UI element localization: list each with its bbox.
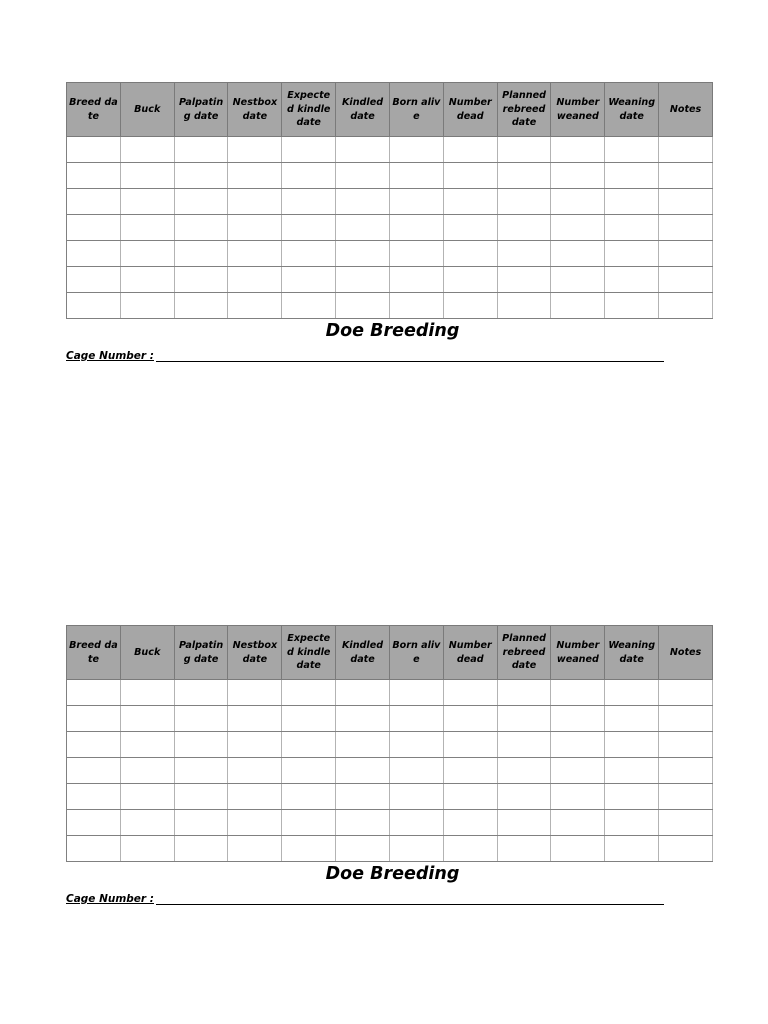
- column-header: [282, 83, 336, 137]
- column-header-label: Kindled date: [342, 640, 384, 665]
- table-cell[interactable]: [120, 784, 174, 810]
- table-cell[interactable]: [228, 810, 282, 836]
- table-cell[interactable]: [443, 758, 497, 784]
- table-cell[interactable]: [551, 706, 605, 732]
- table-cell[interactable]: [282, 706, 336, 732]
- column-header: [120, 626, 174, 680]
- table-row: [67, 810, 713, 836]
- table-cell[interactable]: [228, 267, 282, 293]
- table-cell[interactable]: [336, 241, 390, 267]
- table-cell[interactable]: [659, 706, 713, 732]
- table-cell[interactable]: [443, 215, 497, 241]
- table-cell[interactable]: [67, 215, 121, 241]
- table-cell[interactable]: [551, 267, 605, 293]
- table-cell[interactable]: [336, 732, 390, 758]
- table-cell[interactable]: [228, 680, 282, 706]
- column-header-label: Nestbox date: [232, 97, 278, 122]
- table-cell[interactable]: [282, 784, 336, 810]
- table-cell[interactable]: [336, 293, 390, 319]
- table-cell[interactable]: [174, 836, 228, 862]
- column-header: [174, 626, 228, 680]
- table-cell[interactable]: [336, 706, 390, 732]
- table-cell[interactable]: [443, 784, 497, 810]
- cage-number-label: Cage Number :: [66, 893, 154, 905]
- table-cell[interactable]: [120, 189, 174, 215]
- table-cell[interactable]: [389, 137, 443, 163]
- table-cell[interactable]: [443, 241, 497, 267]
- column-header: [659, 626, 713, 680]
- table-cell[interactable]: [389, 758, 443, 784]
- table-cell[interactable]: [336, 137, 390, 163]
- table-cell[interactable]: [497, 784, 551, 810]
- table-cell[interactable]: [120, 836, 174, 862]
- breeding-log-table: [66, 82, 713, 319]
- column-header-label: Buck: [134, 646, 161, 658]
- table-cell[interactable]: [120, 758, 174, 784]
- table-cell[interactable]: [605, 784, 659, 810]
- table-cell[interactable]: [228, 758, 282, 784]
- table-cell[interactable]: [443, 189, 497, 215]
- table-cell[interactable]: [605, 163, 659, 189]
- table-cell[interactable]: [120, 137, 174, 163]
- table-cell[interactable]: [389, 189, 443, 215]
- column-header-label: Born alive: [392, 640, 441, 665]
- table-cell[interactable]: [336, 189, 390, 215]
- sheet-title: Doe Breeding: [325, 321, 460, 341]
- table-cell[interactable]: [174, 137, 228, 163]
- column-header: [228, 626, 282, 680]
- table-cell[interactable]: [336, 215, 390, 241]
- table-cell[interactable]: [67, 784, 121, 810]
- table-cell[interactable]: [659, 189, 713, 215]
- table-cell[interactable]: [67, 758, 121, 784]
- column-header: [659, 83, 713, 137]
- table-cell[interactable]: [67, 241, 121, 267]
- table-cell[interactable]: [497, 215, 551, 241]
- table-cell[interactable]: [67, 706, 121, 732]
- table-cell[interactable]: [659, 784, 713, 810]
- column-header: [282, 626, 336, 680]
- table-cell[interactable]: [659, 836, 713, 862]
- column-header: [389, 626, 443, 680]
- table-cell[interactable]: [551, 215, 605, 241]
- column-header: [336, 83, 390, 137]
- column-header-label: Planned rebreed date: [502, 633, 546, 672]
- table-cell[interactable]: [228, 732, 282, 758]
- table-cell[interactable]: [605, 215, 659, 241]
- table-cell[interactable]: [282, 189, 336, 215]
- column-header: [497, 626, 551, 680]
- table-cell[interactable]: [605, 810, 659, 836]
- table-cell[interactable]: [551, 758, 605, 784]
- column-header: [551, 83, 605, 137]
- table-cell[interactable]: [551, 163, 605, 189]
- table-cell[interactable]: [443, 137, 497, 163]
- column-header: [67, 626, 121, 680]
- table-cell[interactable]: [282, 680, 336, 706]
- cage-number-blank-line[interactable]: [156, 350, 664, 362]
- table-cell[interactable]: [336, 267, 390, 293]
- table-cell[interactable]: [605, 836, 659, 862]
- column-header-label: Number weaned: [556, 97, 600, 122]
- table-row: [67, 732, 713, 758]
- table-cell[interactable]: [497, 241, 551, 267]
- table-cell[interactable]: [659, 163, 713, 189]
- breeding-sheet-1: [66, 82, 713, 362]
- table-cell[interactable]: [497, 732, 551, 758]
- column-header: [551, 626, 605, 680]
- cage-number-field: [66, 891, 664, 905]
- table-cell[interactable]: [336, 163, 390, 189]
- table-row: [67, 215, 713, 241]
- table-cell[interactable]: [67, 732, 121, 758]
- table-cell[interactable]: [605, 137, 659, 163]
- table-cell[interactable]: [497, 267, 551, 293]
- table-cell[interactable]: [605, 293, 659, 319]
- column-header: [605, 626, 659, 680]
- table-cell[interactable]: [443, 706, 497, 732]
- table-cell[interactable]: [605, 241, 659, 267]
- table-cell[interactable]: [282, 810, 336, 836]
- table-cell[interactable]: [497, 758, 551, 784]
- column-header-label: Weaning date: [608, 97, 656, 122]
- table-cell[interactable]: [174, 163, 228, 189]
- table-row: [67, 189, 713, 215]
- breeding-log-table: [66, 625, 713, 862]
- column-header: [120, 83, 174, 137]
- table-cell[interactable]: [67, 267, 121, 293]
- column-header-label: Palpating date: [178, 640, 224, 665]
- table-row: [67, 137, 713, 163]
- table-cell[interactable]: [443, 267, 497, 293]
- table-cell[interactable]: [659, 267, 713, 293]
- table-cell[interactable]: [282, 758, 336, 784]
- table-cell[interactable]: [443, 732, 497, 758]
- table-cell[interactable]: [174, 732, 228, 758]
- table-cell[interactable]: [551, 241, 605, 267]
- column-header-label: Expected kindle date: [287, 90, 331, 129]
- table-cell[interactable]: [389, 241, 443, 267]
- table-cell[interactable]: [228, 189, 282, 215]
- table-cell[interactable]: [389, 810, 443, 836]
- table-cell[interactable]: [551, 810, 605, 836]
- column-header-label: Notes: [669, 103, 702, 115]
- table-cell[interactable]: [443, 680, 497, 706]
- table-cell[interactable]: [67, 137, 121, 163]
- table-cell[interactable]: [282, 732, 336, 758]
- table-cell[interactable]: [336, 836, 390, 862]
- column-header-label: Nestbox date: [232, 640, 278, 665]
- table-cell[interactable]: [551, 732, 605, 758]
- table-cell[interactable]: [659, 810, 713, 836]
- table-cell[interactable]: [174, 758, 228, 784]
- table-cell[interactable]: [228, 293, 282, 319]
- table-cell[interactable]: [659, 680, 713, 706]
- cage-number-blank-line[interactable]: [156, 893, 664, 905]
- table-cell[interactable]: [174, 784, 228, 810]
- table-cell[interactable]: [67, 293, 121, 319]
- column-header: [228, 83, 282, 137]
- table-cell[interactable]: [228, 836, 282, 862]
- table-cell[interactable]: [228, 784, 282, 810]
- column-header-label: Buck: [134, 103, 161, 115]
- column-header: [443, 626, 497, 680]
- table-cell[interactable]: [389, 784, 443, 810]
- table-cell[interactable]: [389, 706, 443, 732]
- table-cell[interactable]: [443, 810, 497, 836]
- table-cell[interactable]: [120, 706, 174, 732]
- table-cell[interactable]: [551, 189, 605, 215]
- table-cell[interactable]: [67, 810, 121, 836]
- table-cell[interactable]: [551, 836, 605, 862]
- column-header: [174, 83, 228, 137]
- column-header-label: Number dead: [448, 640, 492, 665]
- table-cell[interactable]: [120, 215, 174, 241]
- table-cell[interactable]: [120, 293, 174, 319]
- table-row: [67, 163, 713, 189]
- cage-number-label: Cage Number :: [66, 350, 154, 362]
- column-header: [605, 83, 659, 137]
- table-cell[interactable]: [282, 293, 336, 319]
- table-cell[interactable]: [120, 241, 174, 267]
- breeding-sheet-2: [66, 625, 713, 905]
- column-header-label: Number dead: [448, 97, 492, 122]
- table-cell[interactable]: [174, 680, 228, 706]
- table-row: [67, 836, 713, 862]
- table-cell[interactable]: [659, 758, 713, 784]
- column-header: [67, 83, 121, 137]
- table-row: [67, 784, 713, 810]
- table-cell[interactable]: [228, 241, 282, 267]
- column-header-label: Weaning date: [608, 640, 656, 665]
- table-cell[interactable]: [605, 680, 659, 706]
- table-cell[interactable]: [120, 267, 174, 293]
- table-cell[interactable]: [389, 680, 443, 706]
- column-header: [389, 83, 443, 137]
- table-cell[interactable]: [282, 836, 336, 862]
- table-cell[interactable]: [389, 732, 443, 758]
- table-cell[interactable]: [443, 163, 497, 189]
- table-cell[interactable]: [174, 267, 228, 293]
- table-cell[interactable]: [389, 267, 443, 293]
- table-cell[interactable]: [659, 732, 713, 758]
- column-header: [443, 83, 497, 137]
- table-cell[interactable]: [551, 137, 605, 163]
- table-cell[interactable]: [67, 163, 121, 189]
- table-cell[interactable]: [174, 189, 228, 215]
- table-cell[interactable]: [605, 189, 659, 215]
- table-row: [67, 758, 713, 784]
- table-cell[interactable]: [228, 163, 282, 189]
- table-row: [67, 267, 713, 293]
- table-cell[interactable]: [443, 836, 497, 862]
- table-cell[interactable]: [497, 836, 551, 862]
- table-cell[interactable]: [389, 836, 443, 862]
- table-cell[interactable]: [659, 215, 713, 241]
- table-cell[interactable]: [228, 215, 282, 241]
- column-header: [497, 83, 551, 137]
- table-cell[interactable]: [497, 706, 551, 732]
- table-cell[interactable]: [174, 215, 228, 241]
- table-cell[interactable]: [497, 293, 551, 319]
- table-cell[interactable]: [659, 137, 713, 163]
- header-row: [67, 83, 713, 137]
- table-cell[interactable]: [336, 680, 390, 706]
- table-cell[interactable]: [443, 293, 497, 319]
- table-cell[interactable]: [120, 810, 174, 836]
- table-cell[interactable]: [282, 215, 336, 241]
- column-header-label: Expected kindle date: [287, 633, 331, 672]
- table-row: [67, 680, 713, 706]
- table-cell[interactable]: [282, 137, 336, 163]
- table-cell[interactable]: [497, 810, 551, 836]
- table-cell[interactable]: [174, 706, 228, 732]
- table-cell[interactable]: [605, 732, 659, 758]
- column-header-label: Kindled date: [342, 97, 384, 122]
- header-row: [67, 626, 713, 680]
- table-cell[interactable]: [174, 241, 228, 267]
- table-cell[interactable]: [67, 189, 121, 215]
- table-cell[interactable]: [605, 758, 659, 784]
- table-cell[interactable]: [174, 293, 228, 319]
- table-cell[interactable]: [228, 706, 282, 732]
- table-cell[interactable]: [389, 215, 443, 241]
- table-cell[interactable]: [659, 293, 713, 319]
- column-header: [336, 626, 390, 680]
- column-header-label: Born alive: [392, 97, 441, 122]
- column-header-label: Planned rebreed date: [502, 90, 546, 129]
- cage-number-field: [66, 348, 664, 362]
- table-cell[interactable]: [497, 137, 551, 163]
- column-header-label: Breed date: [69, 640, 118, 665]
- column-header-label: Breed date: [69, 97, 118, 122]
- table-cell[interactable]: [497, 163, 551, 189]
- table-cell[interactable]: [120, 732, 174, 758]
- table-cell[interactable]: [228, 137, 282, 163]
- table-cell[interactable]: [389, 293, 443, 319]
- table-cell[interactable]: [551, 293, 605, 319]
- table-cell[interactable]: [497, 680, 551, 706]
- table-cell[interactable]: [336, 758, 390, 784]
- table-cell[interactable]: [282, 241, 336, 267]
- table-cell[interactable]: [67, 836, 121, 862]
- table-cell[interactable]: [336, 784, 390, 810]
- table-row: [67, 706, 713, 732]
- table-cell[interactable]: [120, 680, 174, 706]
- column-header-label: Notes: [669, 646, 702, 658]
- table-cell[interactable]: [605, 706, 659, 732]
- table-cell[interactable]: [551, 784, 605, 810]
- table-cell[interactable]: [659, 241, 713, 267]
- table-cell[interactable]: [336, 810, 390, 836]
- table-row: [67, 293, 713, 319]
- table-cell[interactable]: [67, 680, 121, 706]
- table-cell[interactable]: [605, 267, 659, 293]
- column-header-label: Palpating date: [178, 97, 224, 122]
- table-cell[interactable]: [282, 163, 336, 189]
- table-cell[interactable]: [282, 267, 336, 293]
- table-row: [67, 241, 713, 267]
- table-cell[interactable]: [120, 163, 174, 189]
- column-header-label: Number weaned: [556, 640, 600, 665]
- sheet-title: Doe Breeding: [325, 864, 460, 884]
- table-cell[interactable]: [497, 189, 551, 215]
- table-cell[interactable]: [174, 810, 228, 836]
- table-cell[interactable]: [551, 680, 605, 706]
- table-cell[interactable]: [389, 163, 443, 189]
